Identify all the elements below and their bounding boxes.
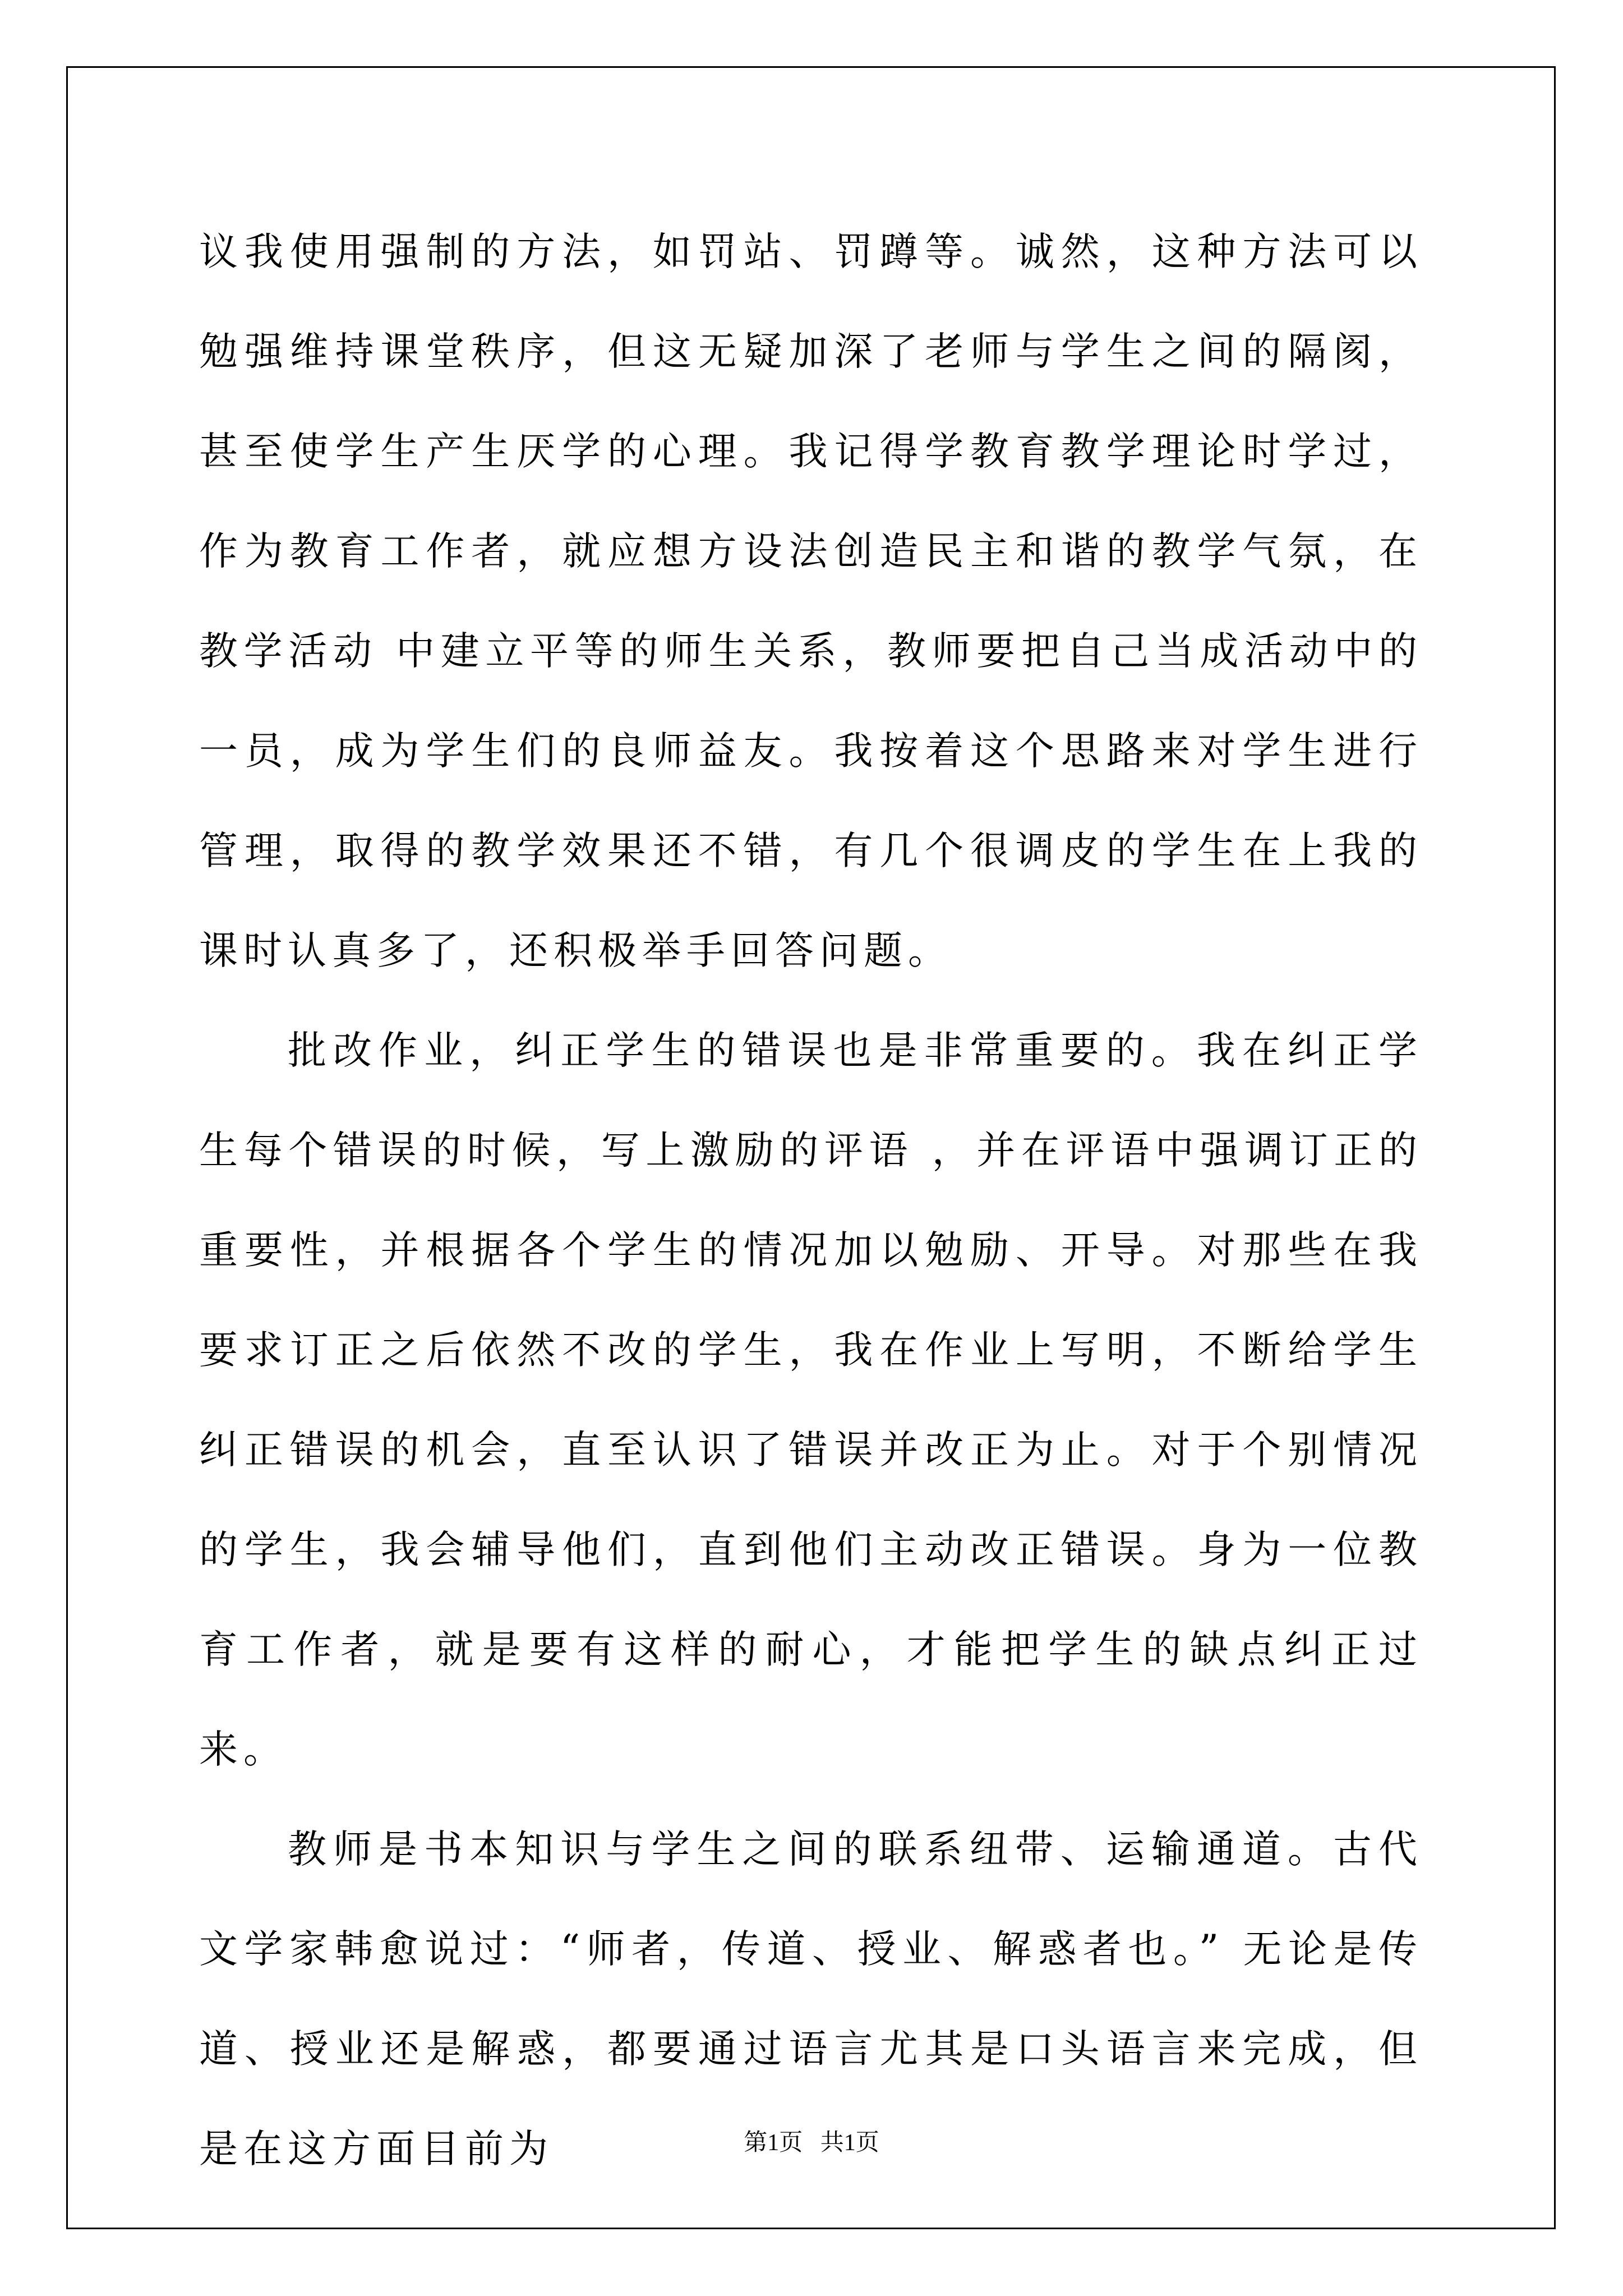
paragraph-3: 教师是书本知识与学生之间的联系纽带、运输通道。古代文学家韩愈说过：“师者，传道、授业、解惑者也。” 无论是传道、授业还是解惑，都要通过语言尤其是口头语言来完成，但是在这方面目前为 [199, 1827, 1423, 2171]
paragraph-2: 批改作业，纠正学生的错误也是非常重要的。我在纠正学生每个错误的时候，写上激励的评语 ，并在评语中强调订正的重要性，并根据各个学生的情况加以勉励、开导。对那些在我要求订正之后依然不改的学生，我在作业上写明，不断给学生纠正错误的机会，直至认识了错误并改正为止。对于个别情况的学生，我会辅导他们，直到他们主动改正错误。身为一位教育工作者，就是要有这样的耐心，才能把学生的缺点纠正过来。 [199, 1028, 1423, 1772]
page-number-footer: 第1页 共1页 [744, 2130, 879, 2156]
paragraph-1: 议我使用强制的方法，如罚站、罚蹲等。诚然，这种方法可以勉强维持课堂秩序，但这无疑加深了老师与学生之间的隔阂，甚至使学生产生厌学的心理。我记得学教育教学理论时学过，作为教育工作者，就应想方设法创造民主和谐的教学气氛，在教学活动 中建立平等的师生关系，教师要把自己当成活动中的一员，成为学生们的良师益友。我按着这个思路来对学生进行管理，取得的教学效果还不错，有几个很调皮的学生在上我的课时认真多了，还积极举手回答问题。 [199, 229, 1423, 973]
document-body [199, 202, 1423, 2199]
